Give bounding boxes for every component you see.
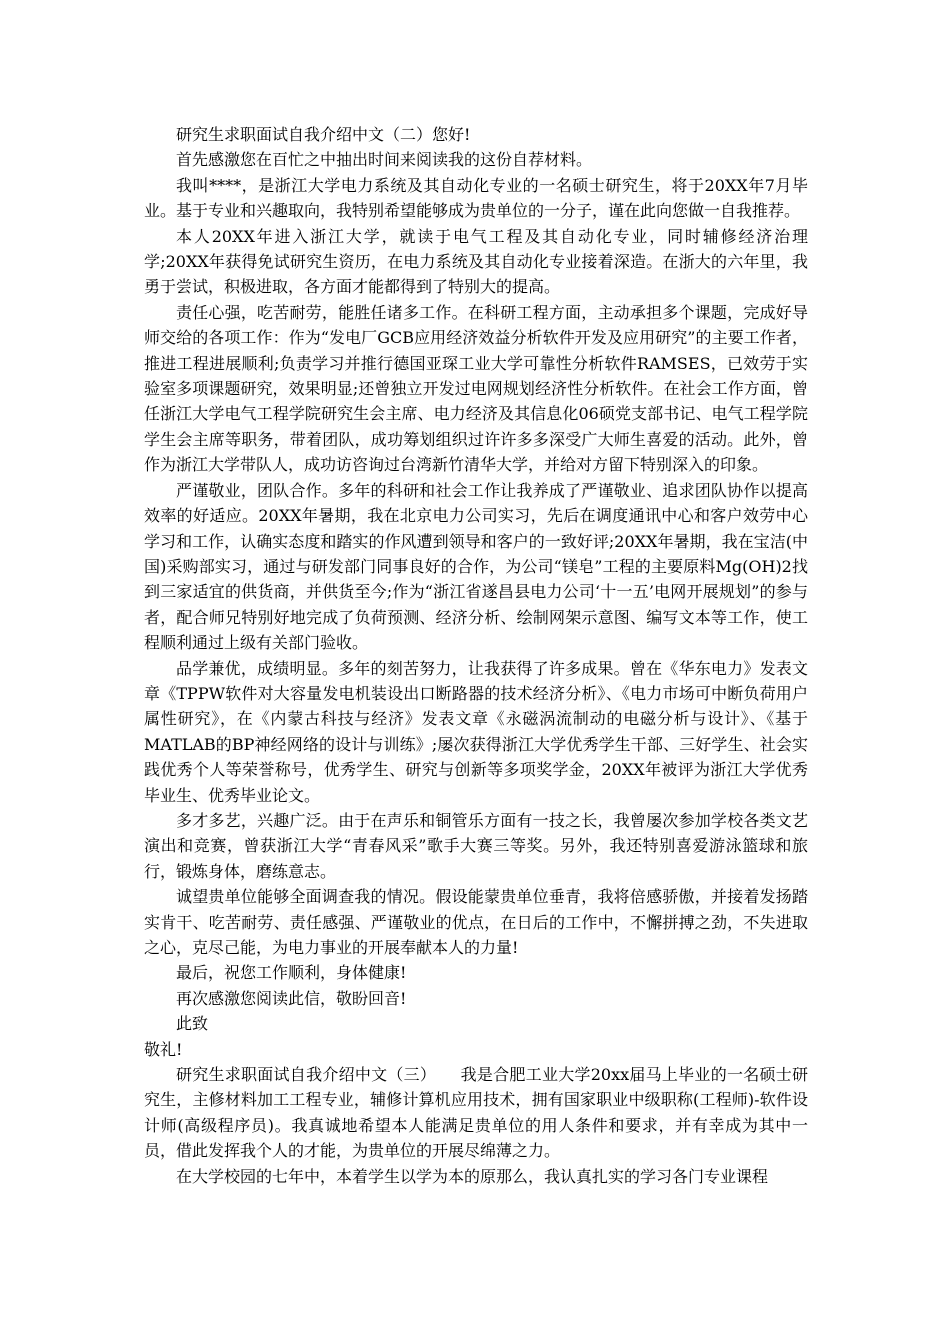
- heading-part-two: 研究生求职面试自我介绍中文（二）您好!: [176, 125, 471, 144]
- paragraph-thanks-again: 再次感激您阅读此信，敬盼回音!: [176, 988, 407, 1008]
- paragraph-teamwork: 严谨敬业，团队合作。多年的科研和社会工作让我养成了严谨敬业、追求团队协作以提高效率的好适应。20XX年暑期，我在北京电力公司实习，先后在调度通讯中心和客户效劳中心学习和工作，认确实态度和踏实的作风遭到领导和客户的一致好评;20XX年暑期，我在宝洁(中国)采购部实习，通过与研发部门同事良好的合作，为公司“镁皂”工程的主要原料Mg(OH)2找到三家适宜的供货商，并供货至今;作为“浙江省遂昌县电力公司‘十一五’电网开展规划”的参与者，配合师兄特别好地完成了负荷预测、经济分析、绘制网架示意图、编写文本等工作，使工程顺利通过上级有关部门验收。: [144, 480, 808, 653]
- paragraph-achievements: 品学兼优，成绩明显。多年的刻苦努力，让我获得了许多成果。曾在《华东电力》发表文章《TPPW软件对大容量发电机装设出口断路器的技术经济分析》、《电力市场可中断负荷用户属性研究》，在《内蒙古科技与经济》发表文章《永磁涡流制动的电磁分析与设计》、《基于MATLAB的BP神经网络的设计与训练》;屡次获得浙江大学优秀学生干部、三好学生、社会实践优秀个人等荣誉称号，优秀学生、研究与创新等多项奖学金，20XX年被评为浙江大学优秀毕业生、优秀毕业论文。: [144, 658, 808, 805]
- paragraph-hope: 诚望贵单位能够全面调查我的情况。假设能蒙贵单位垂青，我将倍感骄傲，并接着发扬踏实肯干、吃苦耐劳、责任感强、严谨敬业的优点，在日后的工作中，不懈拼搏之劲，不失进取之心，克尽己能，为电力事业的开展奉献本人的力量!: [144, 887, 808, 957]
- paragraph-intro: 我叫****，是浙江大学电力系统及其自动化专业的一名硕士研究生，将于20XX年7月毕业。基于专业和兴趣取向，我特别希望能够成为贵单位的一分子，谨在此向您做一自我推荐。: [144, 175, 808, 221]
- paragraph-education: 本人20XX年进入浙江大学，就读于电气工程及其自动化专业，同时辅修经济治理学;20XX年获得免试研究生资历，在电力系统及其自动化专业接着深造。在浙大的六年里，我勇于尝试，积极进取，各方面才能都得到了特别大的提高。: [144, 226, 808, 297]
- paragraph-wishes: 最后，祝您工作顺利，身体健康!: [176, 963, 407, 983]
- paragraph-part-three: 研究生求职面试自我介绍中文（三） 我是合肥工业大学20xx届马上毕业的一名硕士研究生，主修材料加工工程专业，辅修计算机应用技术，拥有国家职业中级职称(工程师)-软件设计师(高级程序员)。我真诚地希望本人能满足贵单位的用人条件和要求，并有幸成为其中一员，借此发挥我个人的才能，为贵单位的开展尽绵薄之力。: [144, 1065, 808, 1161]
- closing-cizhi: 此致: [176, 1014, 209, 1034]
- paragraph-responsibility: 责任心强，吃苦耐劳，能胜任诸多工作。在科研工程方面，主动承担多个课题，完成好导师交给的各项工作：作为“发电厂GCB应用经济效益分析软件开发及应用研究”的主要工作者，推进工程进展顺利;负责学习并推行德国亚琛工业大学可靠性分析软件RAMSES，已效劳于实验室多项课题研究，效果明显;还曾独立开发过电网规划经济性分析软件。在社会工作方面，曾任浙江大学电气工程学院研究生会主席、电力经济及其信息化06硕党支部书记、电气工程学院学生会主席等职务，带着团队，成功筹划组织过许许多多深受广大师生喜爱的活动。此外，曾作为浙江大学带队人，成功访咨询过台湾新竹清华大学，并给对方留下特别深入的印象。: [144, 302, 808, 475]
- paragraph-hobbies: 多才多艺，兴趣广泛。由于在声乐和铜管乐方面有一技之长，我曾屡次参加学校各类文艺演出和竞赛，曾获浙江大学“青春风采”歌手大赛三等奖。另外，我还特别喜爱游泳篮球和旅行，锻炼身体，磨练意志。: [144, 810, 808, 881]
- document-body: [144, 122, 808, 1189]
- paragraph-university-years: 在大学校园的七年中，本着学生以学为本的原那么，我认真扎实的学习各门专业课程: [176, 1166, 769, 1186]
- paragraph-thanks: 首先感激您在百忙之中抽出时间来阅读我的这份自荐材料。: [176, 150, 593, 170]
- closing-jingli: 敬礼!: [144, 1039, 183, 1059]
